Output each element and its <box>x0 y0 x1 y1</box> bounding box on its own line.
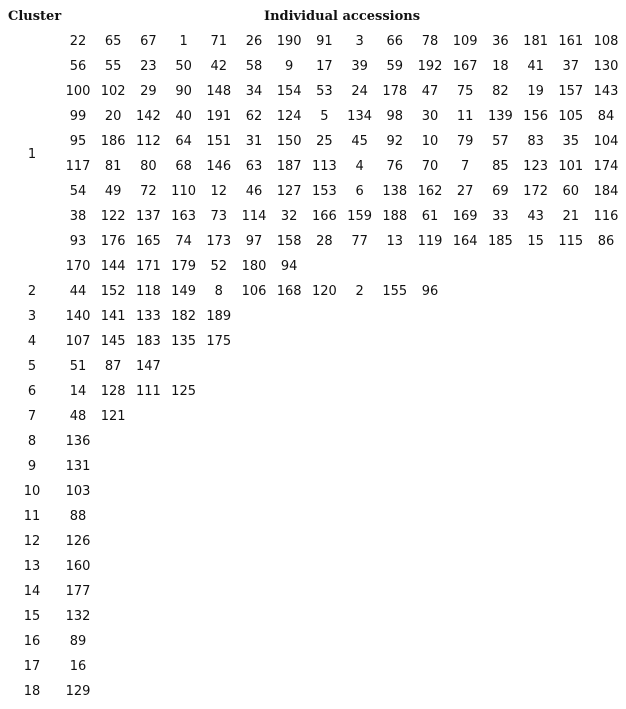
accession-row <box>0 109 626 134</box>
accession-cell: 102 <box>100 84 126 99</box>
accession-cell: 59 <box>386 59 404 74</box>
accession-cell: 149 <box>171 284 196 299</box>
accession-cell: 112 <box>135 134 161 149</box>
accession-cell: 169 <box>452 209 478 224</box>
accession-row <box>0 159 626 184</box>
accession-cell: 101 <box>558 159 584 174</box>
accession-row <box>0 209 626 234</box>
accession-cell: 152 <box>100 284 126 299</box>
accession-cell: 34 <box>245 84 263 99</box>
accession-cell: 49 <box>104 184 122 199</box>
accession-cell: 128 <box>100 384 126 399</box>
accession-cell: 86 <box>597 234 615 249</box>
accession-cell: 176 <box>100 234 126 249</box>
accession-cell: 81 <box>104 159 122 174</box>
accession-cell: 90 <box>175 84 192 99</box>
accession-cell: 117 <box>65 159 91 174</box>
accession-cell: 5 <box>320 109 329 124</box>
cluster-label: 12 <box>23 534 41 549</box>
accession-cell: 18 <box>492 59 509 74</box>
accession-cell: 151 <box>206 134 232 149</box>
accession-cell: 108 <box>593 34 619 49</box>
accession-cell: 181 <box>523 34 548 49</box>
accession-cell: 129 <box>65 684 91 699</box>
accession-cell: 137 <box>135 209 161 224</box>
accession-cell: 109 <box>452 34 478 49</box>
accession-cell: 94 <box>280 259 298 274</box>
accession-cell: 189 <box>206 309 232 324</box>
accession-cell: 127 <box>276 184 302 199</box>
accession-cell: 38 <box>69 209 87 224</box>
accession-row <box>0 184 626 209</box>
accession-cell: 26 <box>245 34 263 49</box>
accession-cell: 161 <box>558 34 584 49</box>
accession-cell: 28 <box>316 234 333 249</box>
accession-cell: 62 <box>245 109 263 124</box>
accession-cell: 30 <box>421 109 439 124</box>
accession-row <box>0 284 626 309</box>
accession-cell: 15 <box>527 234 544 249</box>
accession-cell: 21 <box>562 209 580 224</box>
accession-cell: 57 <box>492 134 509 149</box>
accession-row <box>0 359 626 384</box>
accession-cell: 11 <box>456 109 474 124</box>
accession-cell: 95 <box>69 134 87 149</box>
accession-cell: 106 <box>241 284 267 299</box>
accession-cell: 93 <box>69 234 87 249</box>
accession-cell: 92 <box>386 134 404 149</box>
accession-cell: 75 <box>456 84 474 99</box>
cluster-label: 5 <box>27 359 37 374</box>
cluster-label: 14 <box>23 584 41 599</box>
accession-row <box>0 334 626 359</box>
accession-cell: 63 <box>245 159 263 174</box>
accession-cell: 87 <box>104 359 122 374</box>
accession-row <box>0 309 626 334</box>
cluster-label: 3 <box>27 309 37 324</box>
accession-cell: 47 <box>421 84 439 99</box>
accession-cell: 20 <box>104 109 122 124</box>
accession-cell: 78 <box>421 34 439 49</box>
accession-cell: 185 <box>487 234 513 249</box>
accession-cell: 157 <box>558 84 584 99</box>
accession-row <box>0 634 626 659</box>
accession-cell: 77 <box>351 234 368 249</box>
accession-cell: 31 <box>245 134 263 149</box>
accession-row <box>0 434 626 459</box>
accession-cell: 72 <box>140 184 157 199</box>
accession-cell: 33 <box>492 209 509 224</box>
accession-cell: 188 <box>382 209 408 224</box>
cluster-label: 16 <box>23 634 41 649</box>
cluster-label: 17 <box>23 659 41 674</box>
accession-cell: 71 <box>210 34 228 49</box>
accession-cell: 52 <box>210 259 228 274</box>
accession-cell: 70 <box>421 159 439 174</box>
accession-cell: 120 <box>311 284 337 299</box>
accession-cell: 114 <box>241 209 267 224</box>
accession-cell: 172 <box>523 184 548 199</box>
accession-cell: 187 <box>276 159 302 174</box>
accession-cell: 84 <box>597 109 615 124</box>
accession-cell: 142 <box>135 109 161 124</box>
cluster-label: 13 <box>23 559 41 574</box>
accession-cell: 134 <box>347 109 372 124</box>
accession-cell: 88 <box>69 509 87 524</box>
accession-cell: 89 <box>69 634 87 649</box>
accession-cell: 100 <box>65 84 91 99</box>
accession-cell: 53 <box>316 84 333 99</box>
accession-cell: 2 <box>355 284 364 299</box>
accession-cell: 17 <box>316 59 333 74</box>
accession-cell: 158 <box>276 234 302 249</box>
accession-cell: 8 <box>214 284 223 299</box>
accession-cell: 13 <box>386 234 404 249</box>
accession-cell: 135 <box>171 334 196 349</box>
accession-row <box>0 609 626 634</box>
accession-cell: 82 <box>492 84 509 99</box>
accession-cell: 80 <box>140 159 157 174</box>
accession-cell: 37 <box>562 59 580 74</box>
accession-cell: 111 <box>135 384 161 399</box>
accession-cell: 39 <box>351 59 368 74</box>
accession-cell: 159 <box>347 209 372 224</box>
accession-cell: 1 <box>179 34 188 49</box>
accession-cell: 85 <box>492 159 509 174</box>
accession-cell: 55 <box>104 59 122 74</box>
cluster-label: 8 <box>27 434 37 449</box>
accession-cell: 105 <box>558 109 584 124</box>
accession-cell: 160 <box>65 559 91 574</box>
accession-cell: 179 <box>171 259 196 274</box>
accession-cell: 43 <box>527 209 544 224</box>
accession-cell: 96 <box>421 284 439 299</box>
cluster-label: 7 <box>27 409 37 424</box>
cluster-label: 6 <box>27 384 37 399</box>
accession-cell: 48 <box>69 409 87 424</box>
accession-cell: 19 <box>527 84 544 99</box>
accession-cell: 168 <box>276 284 302 299</box>
accession-cell: 163 <box>171 209 196 224</box>
accession-cell: 167 <box>452 59 478 74</box>
accession-cell: 116 <box>593 209 619 224</box>
accession-cell: 56 <box>69 59 87 74</box>
accession-row <box>0 459 626 484</box>
accession-cell: 74 <box>175 234 192 249</box>
accession-cell: 150 <box>276 134 302 149</box>
accession-cell: 68 <box>175 159 192 174</box>
accession-cell: 45 <box>351 134 368 149</box>
accession-cell: 130 <box>593 59 619 74</box>
accession-cell: 113 <box>311 159 337 174</box>
accession-row <box>0 384 626 409</box>
accession-cell: 3 <box>355 34 364 49</box>
accession-cell: 119 <box>417 234 443 249</box>
accession-cell: 165 <box>135 234 161 249</box>
accession-cell: 148 <box>206 84 232 99</box>
accession-cell: 73 <box>210 209 228 224</box>
accession-cell: 9 <box>285 59 294 74</box>
accession-cell: 156 <box>523 109 548 124</box>
accession-row <box>0 409 626 434</box>
cluster-label: 4 <box>27 334 37 349</box>
accession-cell: 67 <box>140 34 157 49</box>
accession-cell: 153 <box>311 184 337 199</box>
accession-cell: 4 <box>355 159 364 174</box>
accession-cell: 76 <box>386 159 404 174</box>
accession-cell: 182 <box>171 309 196 324</box>
accession-cell: 36 <box>492 34 509 49</box>
accession-cell: 126 <box>65 534 91 549</box>
accession-cell: 23 <box>140 59 157 74</box>
accession-cell: 79 <box>456 134 474 149</box>
accession-cell: 183 <box>135 334 161 349</box>
accession-row <box>0 509 626 534</box>
accession-row <box>0 584 626 609</box>
accession-cell: 7 <box>461 159 470 174</box>
accession-cell: 139 <box>487 109 513 124</box>
accession-cell: 132 <box>65 609 91 624</box>
cluster-column-header: Cluster <box>8 9 62 24</box>
accession-cell: 91 <box>316 34 333 49</box>
accession-cell: 107 <box>65 334 91 349</box>
accession-cell: 144 <box>100 259 126 274</box>
accession-cell: 42 <box>210 59 228 74</box>
accession-cell: 27 <box>456 184 474 199</box>
accession-cell: 44 <box>69 284 87 299</box>
cluster-label: 9 <box>27 459 37 474</box>
accession-cell: 174 <box>593 159 619 174</box>
accession-cell: 166 <box>311 209 337 224</box>
accession-cell: 138 <box>382 184 408 199</box>
cluster-label: 15 <box>23 609 41 624</box>
cluster-label: 10 <box>23 484 41 499</box>
accession-cell: 46 <box>245 184 263 199</box>
accession-cell: 97 <box>245 234 263 249</box>
accession-cell: 121 <box>100 409 126 424</box>
accession-cell: 125 <box>171 384 196 399</box>
accession-cell: 192 <box>417 59 443 74</box>
accession-cell: 83 <box>527 134 544 149</box>
accession-cell: 171 <box>135 259 161 274</box>
accession-cell: 190 <box>276 34 302 49</box>
accession-cell: 140 <box>65 309 91 324</box>
accession-cell: 173 <box>206 234 232 249</box>
accession-cell: 65 <box>104 34 122 49</box>
accession-cell: 110 <box>171 184 196 199</box>
cluster-label: 2 <box>27 284 37 299</box>
accession-cell: 178 <box>382 84 408 99</box>
accession-cell: 51 <box>69 359 87 374</box>
accession-cell: 146 <box>206 159 232 174</box>
accession-cell: 133 <box>135 309 161 324</box>
accession-cell: 186 <box>100 134 126 149</box>
accession-cell: 164 <box>452 234 478 249</box>
cluster-label: 11 <box>23 509 41 524</box>
accession-cell: 24 <box>351 84 368 99</box>
accession-cell: 170 <box>65 259 91 274</box>
accession-row <box>0 84 626 109</box>
accession-cell: 175 <box>206 334 232 349</box>
accession-row <box>0 59 626 84</box>
accession-cell: 58 <box>245 59 263 74</box>
accession-cell: 99 <box>69 109 87 124</box>
accession-cell: 16 <box>69 659 87 674</box>
accessions-column-header: Individual accessions <box>264 9 421 24</box>
accession-cell: 25 <box>316 134 333 149</box>
accession-cell: 124 <box>276 109 302 124</box>
accession-cell: 41 <box>527 59 544 74</box>
accession-row <box>0 234 626 259</box>
accession-cell: 162 <box>417 184 443 199</box>
accession-cell: 103 <box>65 484 91 499</box>
accession-cell: 154 <box>276 84 302 99</box>
accession-cell: 22 <box>69 34 87 49</box>
accession-cell: 32 <box>280 209 298 224</box>
accession-cell: 64 <box>175 134 192 149</box>
accession-row <box>0 134 626 159</box>
accession-cell: 104 <box>593 134 619 149</box>
accession-cell: 180 <box>241 259 267 274</box>
accession-cell: 155 <box>382 284 408 299</box>
accession-cell: 115 <box>558 234 584 249</box>
accession-cell: 6 <box>355 184 364 199</box>
accession-cell: 141 <box>100 309 126 324</box>
accession-cell: 123 <box>523 159 548 174</box>
accession-cell: 147 <box>135 359 161 374</box>
accession-cell: 35 <box>562 134 580 149</box>
accession-cell: 66 <box>386 34 404 49</box>
accession-cell: 191 <box>206 109 232 124</box>
accession-cell: 69 <box>492 184 509 199</box>
accession-row <box>0 534 626 559</box>
accession-row <box>0 684 626 709</box>
accession-cell: 54 <box>69 184 87 199</box>
accession-cell: 61 <box>421 209 439 224</box>
accession-cell: 145 <box>100 334 126 349</box>
accession-cell: 14 <box>69 384 87 399</box>
accession-cell: 118 <box>135 284 161 299</box>
accession-cell: 12 <box>210 184 228 199</box>
accession-row <box>0 659 626 684</box>
accession-cell: 184 <box>593 184 619 199</box>
accession-cell: 40 <box>175 109 192 124</box>
accession-cell: 98 <box>386 109 404 124</box>
accession-row <box>0 34 626 59</box>
accession-cell: 122 <box>100 209 126 224</box>
accession-cell: 60 <box>562 184 580 199</box>
accession-row <box>0 484 626 509</box>
accession-cell: 29 <box>140 84 157 99</box>
accession-cell: 177 <box>65 584 91 599</box>
accession-cell: 131 <box>65 459 91 474</box>
accession-cell: 143 <box>593 84 619 99</box>
accession-cell: 136 <box>65 434 91 449</box>
cluster-label: 1 <box>27 146 37 162</box>
accession-cell: 10 <box>421 134 439 149</box>
accession-row <box>0 259 626 284</box>
accession-row <box>0 559 626 584</box>
accession-cell: 50 <box>175 59 192 74</box>
cluster-label: 18 <box>23 684 41 699</box>
